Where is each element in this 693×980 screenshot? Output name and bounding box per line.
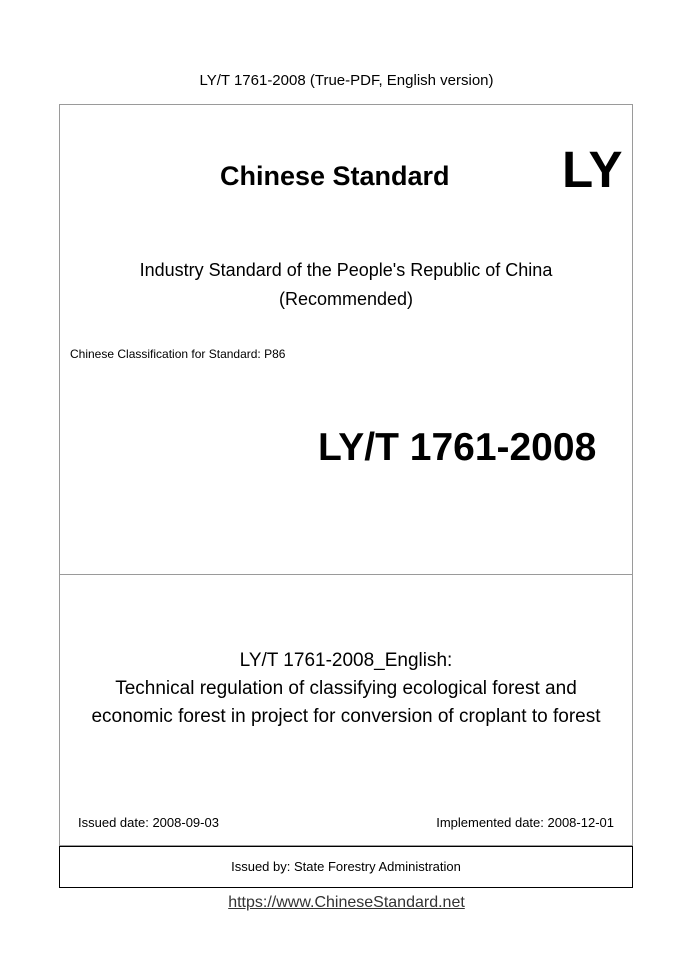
classification-line: Chinese Classification for Standard: P86 bbox=[70, 347, 286, 361]
industry-code-mark: LY bbox=[562, 141, 623, 198]
english-title-line-2: economic forest in project for conversion of croplant to forest bbox=[91, 706, 601, 727]
cover-divider bbox=[59, 574, 633, 575]
issued-date: Issued date: 2008-09-03 bbox=[78, 815, 219, 830]
chinese-standard-heading: Chinese Standard bbox=[220, 161, 450, 191]
issuer-text: Issued by: State Forestry Administration bbox=[231, 859, 461, 874]
recommended-label: (Recommended) bbox=[278, 289, 414, 309]
cover-frame bbox=[59, 104, 633, 846]
footer bbox=[0, 893, 693, 912]
english-title-code: LY/T 1761-2008_English: bbox=[239, 650, 453, 671]
issuer-box bbox=[59, 846, 633, 888]
implemented-date: Implemented date: 2008-12-01 bbox=[436, 815, 614, 830]
document-header: LY/T 1761-2008 (True-PDF, English version) bbox=[199, 72, 494, 89]
industry-standard-line: Industry Standard of the People's Republic of China bbox=[139, 260, 553, 280]
standard-number: LY/T 1761-2008 bbox=[318, 426, 597, 469]
website-link[interactable]: https://www.ChineseStandard.net bbox=[228, 894, 465, 911]
english-title-line-1: Technical regulation of classifying ecological forest and bbox=[115, 678, 577, 699]
